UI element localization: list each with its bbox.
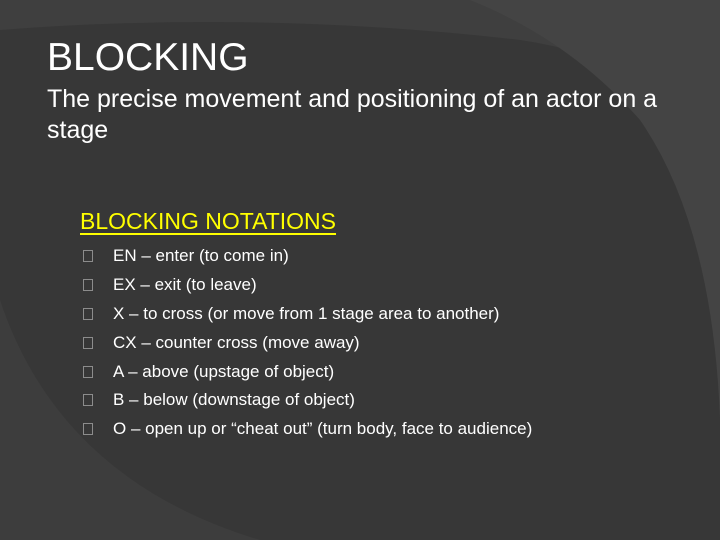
list-item (83, 328, 532, 357)
section-heading: BLOCKING NOTATIONS (80, 208, 337, 234)
hollow-square-icon (83, 308, 93, 320)
bullet-text: O – open up or “cheat out” (turn body, face to audience) (113, 419, 533, 439)
list-item (83, 271, 532, 300)
hollow-square-icon (83, 423, 93, 435)
bullet-text: EX – exit (to leave) (113, 275, 257, 295)
slide-title: BLOCKING (47, 36, 249, 79)
slide-subtitle: The precise movement and positioning of an actor on a stage (47, 85, 658, 144)
bullet-text: A – above (upstage of object) (113, 361, 335, 381)
bullet-text: X – to cross (or move from 1 stage area to another) (113, 303, 500, 323)
list-item (83, 357, 532, 386)
bullet-text: EN – enter (to come in) (113, 246, 289, 266)
list-item (83, 300, 532, 329)
hollow-square-icon (83, 394, 93, 406)
bullet-list (83, 242, 532, 444)
list-item (83, 242, 532, 271)
hollow-square-icon (83, 366, 93, 378)
bullet-text: CX – counter cross (move away) (113, 332, 360, 352)
hollow-square-icon (83, 337, 93, 349)
list-item (83, 415, 532, 444)
bullet-text: B – below (downstage of object) (113, 390, 355, 410)
hollow-square-icon (83, 279, 93, 291)
hollow-square-icon (83, 250, 93, 262)
list-item (83, 386, 532, 415)
